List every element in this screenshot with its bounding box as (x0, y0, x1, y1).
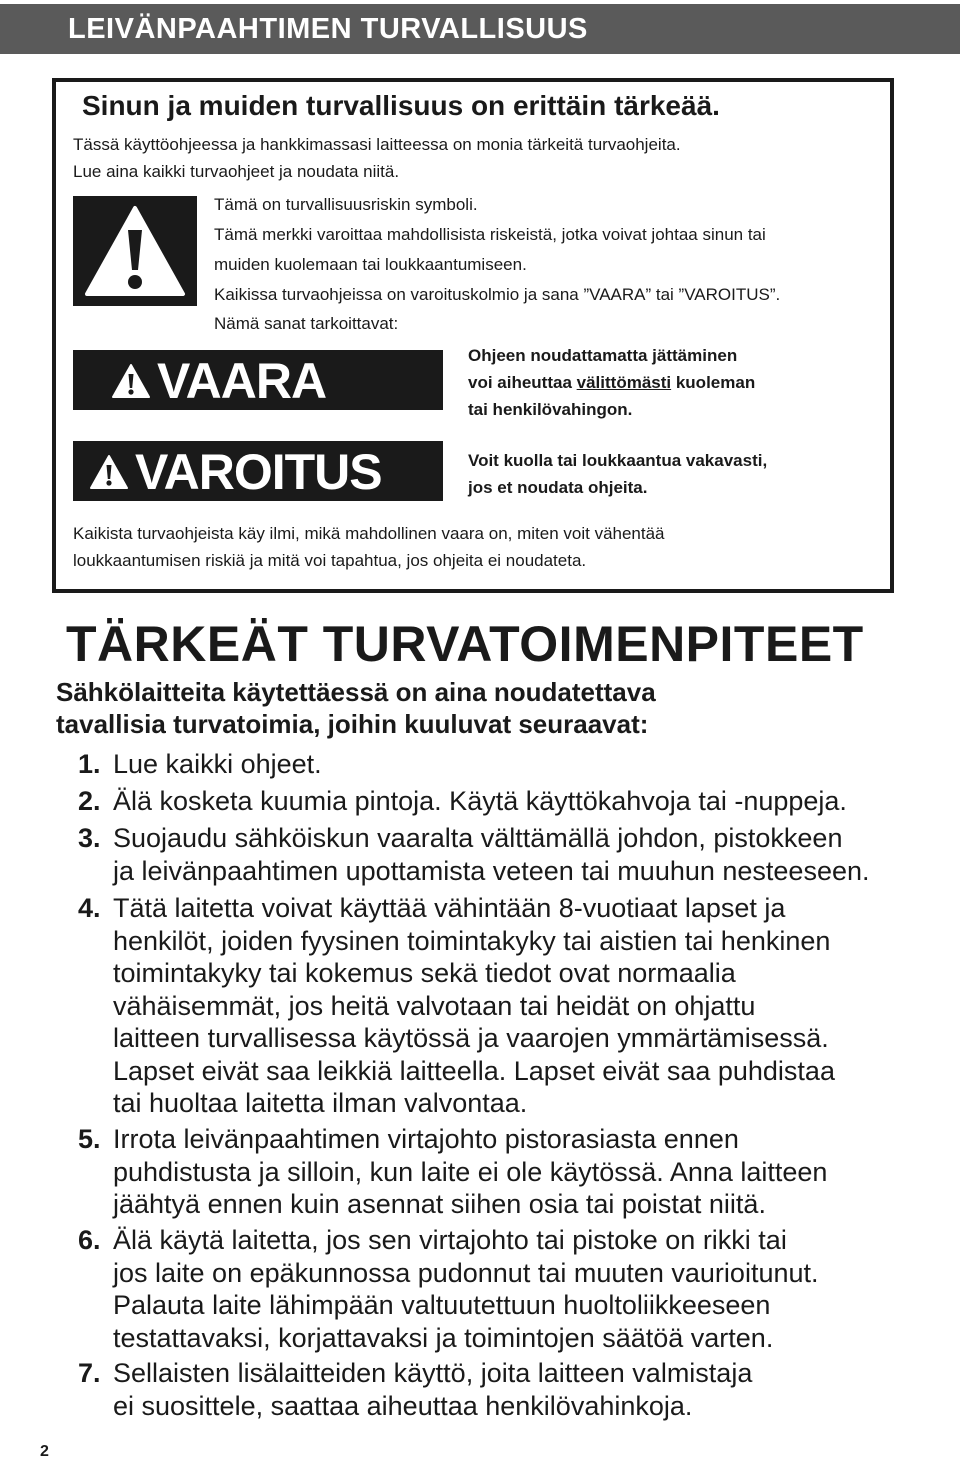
list-line: laitteen turvallisessa käytössä ja vaarojen ymmärtämisessä. (113, 1023, 829, 1053)
danger-desc-text: kuoleman (671, 373, 756, 392)
list-number: 1. (78, 749, 101, 779)
list-line: jäähtyä ennen kuin asennat siihen osia tai poistat niitä. (113, 1189, 766, 1219)
safety-intro (73, 131, 873, 185)
list-line: Sellaisten lisälaitteiden käyttö, joita laitteen valmistaja (113, 1358, 753, 1388)
list-line: Irrota leivänpaahtimen virtajohto pistorasiasta ennen (113, 1124, 739, 1154)
intro-line: Lue aina kaikki turvaohjeet ja noudata niitä. (73, 162, 400, 181)
safety-box-heading: Sinun ja muiden turvallisuus on erittäin tärkeää. (82, 90, 720, 121)
warning-triangle-icon (111, 363, 151, 399)
list-line: Tätä laitetta voivat käyttää vähintään 8-vuotiaat lapset ja (113, 893, 786, 923)
list-line: henkilöt, joiden fyysinen toimintakyky tai aistien tai henkinen (113, 925, 831, 956)
danger-desc-line: Ohjeen noudattamatta jättäminen (468, 346, 738, 365)
list-line: Lue kaikki ohjeet. (113, 749, 322, 779)
danger-signal (73, 350, 443, 410)
list-line: Älä käytä laitetta, jos sen virtajohto tai pistoke on rikki tai (113, 1225, 787, 1255)
list-text (113, 785, 913, 818)
symbol-explanation (214, 190, 874, 310)
warning-signal (73, 441, 443, 501)
list-line: toimintakyky tai kokemus sekä tiedot ovat normaalia (113, 958, 736, 988)
list-line: ei suosittele, saattaa aiheuttaa henkilövahinkoja. (113, 1390, 693, 1421)
page-number: 2 (40, 1443, 49, 1460)
main-title: TÄRKEÄT TURVATOIMENPITEET (66, 616, 864, 672)
section-header (0, 4, 960, 54)
symbol-desc: Tämä merkki varoittaa mahdollisista riskeistä, jotka voivat johtaa sinun tai (214, 225, 766, 244)
list-line: puhdistusta ja silloin, kun laite ei ole käytössä. Anna laitteen (113, 1156, 828, 1187)
danger-word: VAARA (157, 353, 327, 409)
list-line: jos laite on epäkunnossa pudonnut tai muuten vaurioitunut. (113, 1257, 819, 1288)
warning-desc-line: Voit kuolla tai loukkaantua vakavasti, (468, 451, 768, 470)
intro-line: Tässä käyttöohjeessa ja hankkimassasi laitteessa on monia tärkeitä turvaohjeita. (73, 135, 681, 154)
meaning-label: Nämä sanat tarkoittavat: (214, 314, 399, 333)
list-line: vähäisemmät, jos heitä valvotaan tai heidät on ohjattu (113, 990, 756, 1021)
warning-desc-line: jos et noudata ohjeita. (468, 478, 648, 497)
list-text (113, 822, 913, 887)
list-text (113, 748, 913, 781)
section-title: LEIVÄNPAAHTIMEN TURVALLISUUS (68, 13, 588, 45)
symbol-label: Tämä on turvallisuusriskin symboli. (214, 195, 478, 214)
subtitle-line: tavallisia turvatoimia, joihin kuuluvat seuraavat: (56, 709, 649, 739)
main-subtitle (56, 676, 916, 740)
warning-word: VAROITUS (135, 444, 382, 500)
danger-desc (468, 342, 868, 423)
list-number: 3. (78, 823, 101, 853)
list-number: 4. (78, 893, 101, 923)
safety-alert-symbol (73, 196, 197, 306)
warning-desc (468, 447, 868, 501)
warning-triangle-icon (83, 202, 187, 300)
list-line: ja leivänpaahtimen upottamista veteen tai muuhun nesteeseen. (113, 855, 870, 886)
list-line: tai huoltaa laitetta ilman valvontaa. (113, 1088, 528, 1118)
list-number: 2. (78, 786, 101, 816)
safety-box-footer (73, 520, 873, 574)
symbol-desc: muiden kuolemaan tai loukkaantumiseen. (214, 255, 527, 274)
list-text (113, 1224, 913, 1354)
list-number: 6. (78, 1225, 101, 1255)
list-line: Palauta laite lähimpään valtuutettuun huoltoliikkeeseen (113, 1290, 771, 1320)
danger-desc-line: tai henkilövahingon. (468, 400, 633, 419)
list-line: Lapset eivät saa leikkiä laitteella. Lapset eivät saa puhdistaa (113, 1055, 835, 1086)
list-number: 5. (78, 1124, 101, 1154)
footer-line: Kaikista turvaohjeista käy ilmi, mikä mahdollinen vaara on, miten voit vähentää (73, 524, 665, 543)
signal-intro: Kaikissa turvaohjeissa on varoituskolmio ja sana ”VAARA” tai ”VAROITUS”. (214, 285, 781, 304)
subtitle-line: Sähkölaitteita käytettäessä on aina noudatettava (56, 677, 656, 707)
warning-triangle-icon (89, 454, 129, 490)
danger-desc-text: voi aiheuttaa (468, 373, 577, 392)
list-number: 7. (78, 1358, 101, 1388)
list-line: Suojaudu sähköiskun vaaralta välttämällä johdon, pistokkeen (113, 823, 843, 853)
list-text (113, 1357, 913, 1422)
list-text (113, 1123, 913, 1221)
list-line: testattavaksi, korjattavaksi ja toimintojen säätöä varten. (113, 1322, 774, 1353)
danger-desc-line (468, 369, 868, 396)
footer-line: loukkaantumisen riskiä ja mitä voi tapahtua, jos ohjeita ei noudateta. (73, 551, 587, 570)
list-line: Älä kosketa kuumia pintoja. Käytä käyttökahvoja tai -nuppeja. (113, 786, 847, 816)
list-text (113, 892, 913, 1120)
danger-desc-emphasis: välittömästi (576, 373, 672, 392)
